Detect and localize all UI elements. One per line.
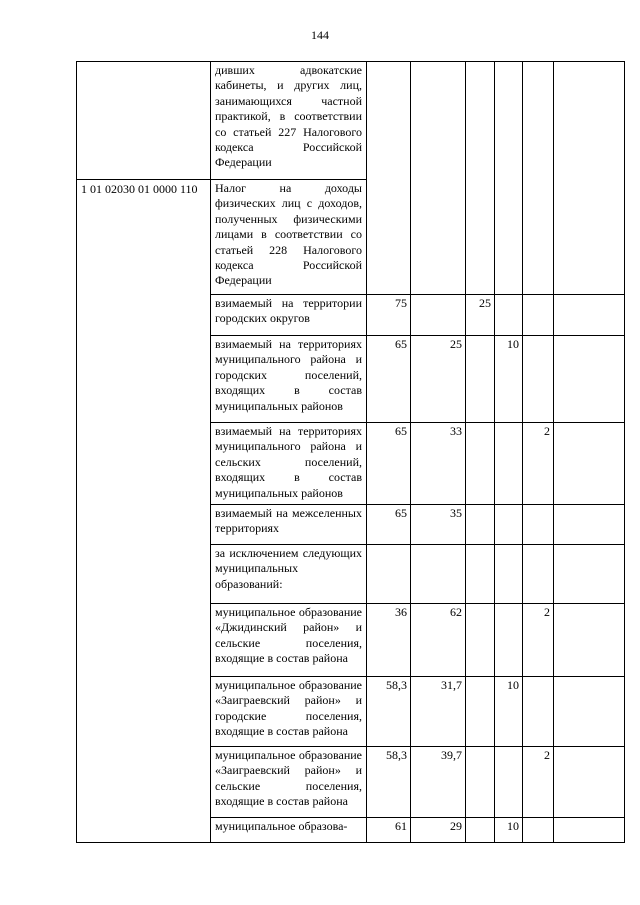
share-cell-col4: 10 — [495, 677, 523, 747]
income-description-cell: взимаемый на межселенных территориях — [211, 505, 367, 545]
share-cell-col3: 25 — [466, 295, 495, 336]
share-cell-col3 — [466, 545, 495, 604]
share-cell-col1: 58,3 — [367, 747, 411, 818]
share-cell-col2 — [411, 62, 466, 295]
share-cell-col2: 35 — [411, 505, 466, 545]
share-cell-col6 — [554, 818, 625, 843]
share-cell-col1: 65 — [367, 505, 411, 545]
revenue-distribution-table — [76, 61, 625, 843]
share-cell-col4 — [495, 545, 523, 604]
page-number: 144 — [311, 28, 329, 42]
budget-code-cell: 1 01 02030 01 0000 110 — [77, 180, 211, 843]
share-cell-col5: 2 — [523, 604, 554, 677]
share-cell-col4: 10 — [495, 336, 523, 423]
share-cell-col3 — [466, 677, 495, 747]
share-cell-col6 — [554, 505, 625, 545]
share-cell-col6 — [554, 336, 625, 423]
share-cell-col6 — [554, 747, 625, 818]
share-cell-col5 — [523, 62, 554, 295]
share-cell-col5 — [523, 505, 554, 545]
share-cell-col4 — [495, 747, 523, 818]
income-description-cell: взимаемый на территориях муниципального района и городских поселений, входящих в состав муниципальных районов — [211, 336, 367, 423]
share-cell-col5 — [523, 336, 554, 423]
income-description-cell: Налог на доходы физических лиц с доходов, полученных физическими лицами в соответствии со статьей 228 Налогового кодекса Российской Федерации — [211, 180, 367, 295]
income-description-cell: взимаемый на территории городских округов — [211, 295, 367, 336]
share-cell-col3 — [466, 505, 495, 545]
share-cell-col2 — [411, 295, 466, 336]
share-cell-col4 — [495, 62, 523, 295]
share-cell-col2: 39,7 — [411, 747, 466, 818]
share-cell-col1 — [367, 62, 411, 295]
share-cell-col2: 29 — [411, 818, 466, 843]
share-cell-col3 — [466, 336, 495, 423]
share-cell-col1: 58,3 — [367, 677, 411, 747]
share-cell-col1: 65 — [367, 423, 411, 505]
share-cell-col6 — [554, 295, 625, 336]
share-cell-col4 — [495, 604, 523, 677]
share-cell-col1: 36 — [367, 604, 411, 677]
income-description-cell: дивших адвокатские кабинеты, и других лиц, занимающихся частной практикой, в соответствии со статьей 227 Налогового кодекса Российской Федерации — [211, 62, 367, 180]
income-description-cell: муниципальное образова- — [211, 818, 367, 843]
share-cell-col5: 2 — [523, 423, 554, 505]
share-cell-col5 — [523, 295, 554, 336]
share-cell-col6 — [554, 62, 625, 295]
share-cell-col4 — [495, 423, 523, 505]
budget-code-cell — [77, 62, 211, 180]
share-cell-col5 — [523, 545, 554, 604]
share-cell-col3 — [466, 818, 495, 843]
share-cell-col4 — [495, 295, 523, 336]
share-cell-col6 — [554, 604, 625, 677]
share-cell-col2 — [411, 545, 466, 604]
share-cell-col1: 61 — [367, 818, 411, 843]
share-cell-col3 — [466, 747, 495, 818]
share-cell-col2: 62 — [411, 604, 466, 677]
share-cell-col6 — [554, 677, 625, 747]
share-cell-col5 — [523, 818, 554, 843]
share-cell-col5 — [523, 677, 554, 747]
income-description-cell: муниципальное образование «Заиграевский район» и городские поселения, входящие в состав района — [211, 677, 367, 747]
income-description-cell: муниципальное образование «Заиграевский район» и сельские поселения, входящие в состав района — [211, 747, 367, 818]
share-cell-col1: 75 — [367, 295, 411, 336]
share-cell-col1 — [367, 545, 411, 604]
share-cell-col2: 25 — [411, 336, 466, 423]
share-cell-col1: 65 — [367, 336, 411, 423]
table-row — [77, 62, 625, 180]
share-cell-col3 — [466, 423, 495, 505]
share-cell-col3 — [466, 604, 495, 677]
share-cell-col2: 33 — [411, 423, 466, 505]
share-cell-col3 — [466, 62, 495, 295]
share-cell-col4 — [495, 505, 523, 545]
share-cell-col2: 31,7 — [411, 677, 466, 747]
share-cell-col5: 2 — [523, 747, 554, 818]
share-cell-col6 — [554, 545, 625, 604]
share-cell-col4: 10 — [495, 818, 523, 843]
income-description-cell: за исключением следующих муниципальных образований: — [211, 545, 367, 604]
income-description-cell: взимаемый на территориях муниципального района и сельских поселений, входящих в состав муниципальных районов — [211, 423, 367, 505]
share-cell-col6 — [554, 423, 625, 505]
income-description-cell: муниципальное образование «Джидинский район» и сельские поселения, входящие в состав района — [211, 604, 367, 677]
